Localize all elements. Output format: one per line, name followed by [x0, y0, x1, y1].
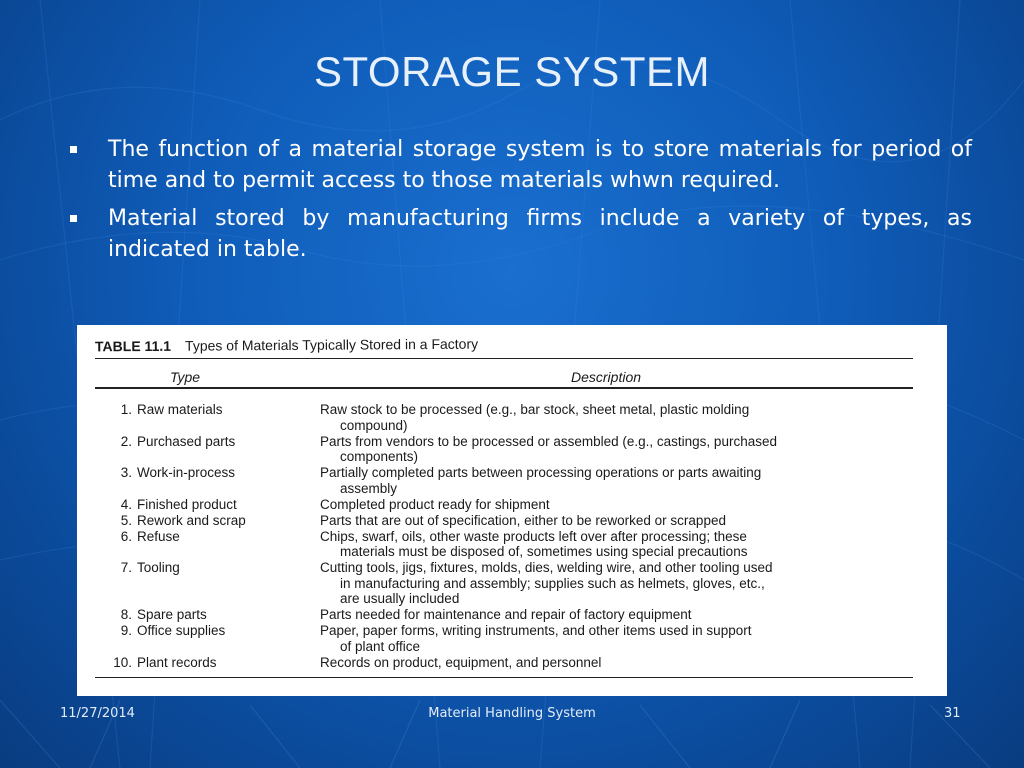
- table-header-rule: [95, 387, 913, 389]
- bullet-text: Material stored by manufacturing firms include a variety of types, as indicated in table.: [108, 206, 972, 262]
- description-line: assembly: [340, 480, 398, 496]
- column-header-type: Type: [170, 369, 201, 385]
- column-header-description: Description: [571, 369, 642, 385]
- square-bullet-icon: [70, 146, 77, 153]
- row-number: 1.: [120, 402, 132, 417]
- material-description-cell: [320, 529, 900, 560]
- description-line: materials must be disposed of, sometimes using special precautions: [340, 544, 748, 559]
- table-bottom-rule: [95, 677, 913, 678]
- description-line: Raw stock to be processed (e.g., bar stock, sheet metal, plastic molding: [320, 402, 750, 417]
- material-type-cell: [110, 465, 235, 481]
- material-type: Tooling: [137, 560, 180, 575]
- description-line: components): [340, 449, 419, 464]
- table-number: TABLE 11.1: [94, 337, 172, 355]
- description-line: Chips, swarf, oils, other waste products left over after processing; these: [320, 528, 747, 544]
- material-description-cell: [320, 623, 900, 654]
- description-line: Parts that are out of specification, either to be reworked or scrapped: [320, 512, 726, 528]
- material-type-cell: [110, 623, 225, 639]
- material-description-cell: [320, 497, 900, 513]
- square-bullet-icon: [70, 215, 77, 222]
- row-number: 3.: [120, 465, 132, 480]
- slide-number: 31: [944, 706, 961, 721]
- material-type-cell: [110, 434, 235, 450]
- row-number: 10.: [113, 654, 132, 670]
- bullet-item: [68, 203, 972, 265]
- material-type: Office supplies: [137, 623, 226, 638]
- slide-title: STORAGE SYSTEM: [314, 48, 710, 95]
- material-type-cell: [110, 655, 217, 671]
- material-type-cell: [110, 607, 207, 623]
- material-description-cell: [320, 655, 900, 671]
- bullet-item: [68, 134, 972, 196]
- material-type: Spare parts: [137, 607, 207, 622]
- row-number: 9.: [120, 623, 132, 638]
- description-line: of plant office: [340, 638, 421, 654]
- footer-title: Material Handling System: [428, 706, 596, 721]
- description-line: compound): [340, 417, 408, 433]
- material-description-cell: [320, 513, 900, 529]
- table-title: Types of Materials Typically Stored in a Factory: [184, 335, 479, 354]
- row-number: 7.: [120, 560, 132, 575]
- bullet-list: [68, 134, 972, 272]
- bullet-text: The function of a material storage system is to store materials for period of time and to permit access to those materials whwn required.: [108, 137, 972, 193]
- row-number: 2.: [120, 433, 132, 449]
- material-description-cell: [320, 607, 900, 623]
- material-type: Purchased parts: [137, 433, 236, 449]
- row-number: 5.: [120, 512, 132, 528]
- table-top-rule: [95, 358, 913, 359]
- description-line: are usually included: [340, 591, 460, 606]
- material-description-cell: [320, 402, 900, 433]
- material-description-cell: [320, 434, 900, 465]
- material-description-cell: [320, 465, 900, 496]
- material-type: Work-in-process: [137, 465, 236, 480]
- materials-table-image: [77, 325, 947, 696]
- description-line: in manufacturing and assembly; supplies such as helmets, gloves, etc.,: [340, 575, 765, 591]
- description-line: Parts needed for maintenance and repair of factory equipment: [320, 607, 692, 622]
- footer-date: 11/27/2014: [60, 706, 135, 721]
- row-number: 6.: [120, 528, 132, 544]
- material-type: Raw materials: [137, 402, 223, 417]
- description-line: Completed product ready for shipment: [320, 496, 550, 512]
- description-line: Records on product, equipment, and personnel: [320, 654, 602, 670]
- material-type-cell: [110, 529, 180, 545]
- material-type: Refuse: [137, 528, 180, 544]
- description-line: Partially completed parts between processing operations or parts awaiting: [320, 465, 762, 480]
- description-line: Parts from vendors to be processed or assembled (e.g., castings, purchased: [320, 433, 777, 449]
- material-type-cell: [110, 560, 180, 576]
- table-caption: [95, 336, 478, 355]
- material-type: Plant records: [137, 654, 217, 670]
- material-type-cell: [110, 513, 246, 529]
- material-type: Finished product: [137, 496, 237, 512]
- material-type-cell: [110, 497, 237, 513]
- description-line: Cutting tools, jigs, fixtures, molds, dies, welding wire, and other tooling used: [320, 560, 773, 575]
- material-type: Rework and scrap: [137, 512, 246, 528]
- material-type-cell: [110, 402, 223, 418]
- description-line: Paper, paper forms, writing instruments, and other items used in support: [320, 623, 752, 638]
- row-number: 4.: [120, 496, 132, 512]
- row-number: 8.: [120, 607, 132, 622]
- material-description-cell: [320, 560, 900, 607]
